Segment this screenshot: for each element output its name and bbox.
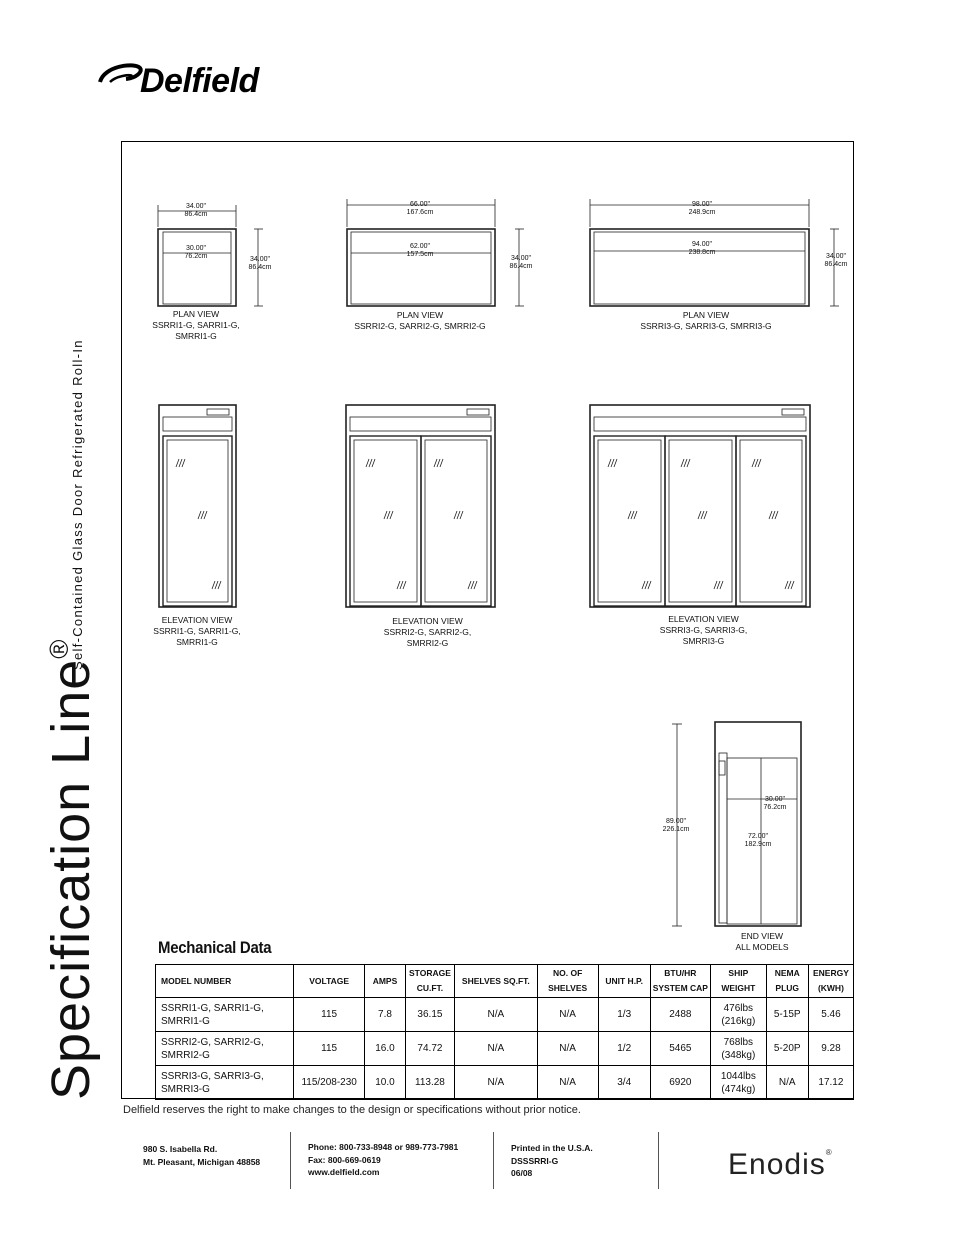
col-nema-plug: NEMA PLUG [766, 965, 808, 998]
col-model-number: MODEL NUMBER [156, 965, 294, 998]
end-door-height-dim: 72.00" 182.9cm [744, 833, 772, 848]
footer-divider [290, 1132, 291, 1189]
plan2-depth-dim: 34.00" 86.4cm [509, 255, 533, 270]
technical-drawings [121, 141, 854, 941]
col-amps: AMPS [365, 965, 406, 998]
enodis-logo: Enodis® [728, 1148, 833, 1181]
plan1-depth-dim: 34.00" 86.4cm [248, 256, 272, 271]
mechanical-data-title: Mechanical Data [158, 938, 272, 957]
table-row: SSRRI2-G, SARRI2-G, SMRRI2-G 115 16.0 74.72 N/A N/A 1/2 5465 768lbs (348kg) 5-20P 9.28 [156, 1032, 854, 1066]
plan3-depth-dim: 34.00" 86.4cm [824, 253, 848, 268]
elev1-caption: ELEVATION VIEW SSRRI1-G, SARRI1-G, SMRRI1-G [153, 615, 241, 647]
logo-text: Delfield [140, 62, 259, 100]
end-height-dim: 89.00" 226.1cm [662, 818, 690, 833]
plan2-outer-dim: 66.00" 167.6cm [406, 201, 434, 216]
elevation-view-2 [346, 405, 495, 607]
footer-divider [658, 1132, 659, 1189]
footer-divider [493, 1132, 494, 1189]
plan2-caption: PLAN VIEW SSRRI2-G, SARRI2-G, SMRRI2-G [354, 310, 486, 331]
sidebar-title: Specification Line® [41, 638, 101, 1100]
sidebar-subtitle: Self-Contained Glass Door Refrigerated Roll-In [70, 339, 85, 670]
col-unit-hp: UNIT H.P. [598, 965, 650, 998]
end-door-width-dim: 30.00" 76.2cm [763, 796, 787, 811]
footer-print-info: Printed in the U.S.A. DSSSRRI-G 06/08 [511, 1143, 593, 1178]
end-caption: END VIEW ALL MODELS [735, 931, 789, 952]
col-ship-weight: SHIP WEIGHT [711, 965, 767, 998]
table-row: SSRRI3-G, SARRI3-G, SMRRI3-G 115/208-230 10.0 113.28 N/A N/A 3/4 6920 1044lbs (474kg) N/A 17.12 [156, 1066, 854, 1100]
plan1-inner-dim: 30.00" 76.2cm [184, 245, 208, 260]
swoosh-icon [96, 56, 146, 96]
footer-contact: Phone: 800-733-8948 or 989-773-7981 Fax: 800-669-0619 www.delfield.com [308, 1142, 459, 1177]
col-voltage: VOLTAGE [294, 965, 365, 998]
table-header-row [156, 965, 854, 998]
mechanical-data-table [155, 964, 854, 1100]
plan3-inner-dim: 94.00" 238.8cm [688, 241, 716, 256]
plan1-outer-dim: 34.00" 86.4cm [184, 203, 208, 218]
col-storage: STORAGE CU.FT. [405, 965, 454, 998]
design-notice: Delfield reserves the right to make changes to the design or specifications without prior notice. [123, 1104, 581, 1116]
elev3-caption: ELEVATION VIEW SSRRI3-G, SARRI3-G, SMRRI3-G [659, 614, 748, 646]
col-energy: ENERGY (KWH) [808, 965, 853, 998]
col-no-of-shelves: NO. OF SHELVES [537, 965, 598, 998]
footer-address: 980 S. Isabella Rd. Mt. Pleasant, Michigan 48858 [143, 1144, 261, 1167]
col-shelves-sqft: SHELVES SQ.FT. [455, 965, 537, 998]
plan3-caption: PLAN VIEW SSRRI3-G, SARRI3-G, SMRRI3-G [640, 310, 772, 331]
delfield-logo [96, 56, 296, 106]
col-btu: BTU/HR SYSTEM CAP [650, 965, 710, 998]
elevation-view-3 [590, 405, 810, 607]
plan2-inner-dim: 62.00" 157.5cm [406, 243, 434, 258]
elevation-view-1 [159, 405, 236, 607]
plan3-outer-dim: 98.00" 248.9cm [688, 201, 716, 216]
table-row: SSRRI1-G, SARRI1-G, SMRRI1-G 115 7.8 36.15 N/A N/A 1/3 2488 476lbs (216kg) 5-15P 5.46 [156, 998, 854, 1032]
elev2-caption: ELEVATION VIEW SSRRI2-G, SARRI2-G, SMRRI2-G [383, 616, 472, 648]
plan1-caption: PLAN VIEW SSRRI1-G, SARRI1-G, SMRRI1-G [152, 309, 240, 341]
